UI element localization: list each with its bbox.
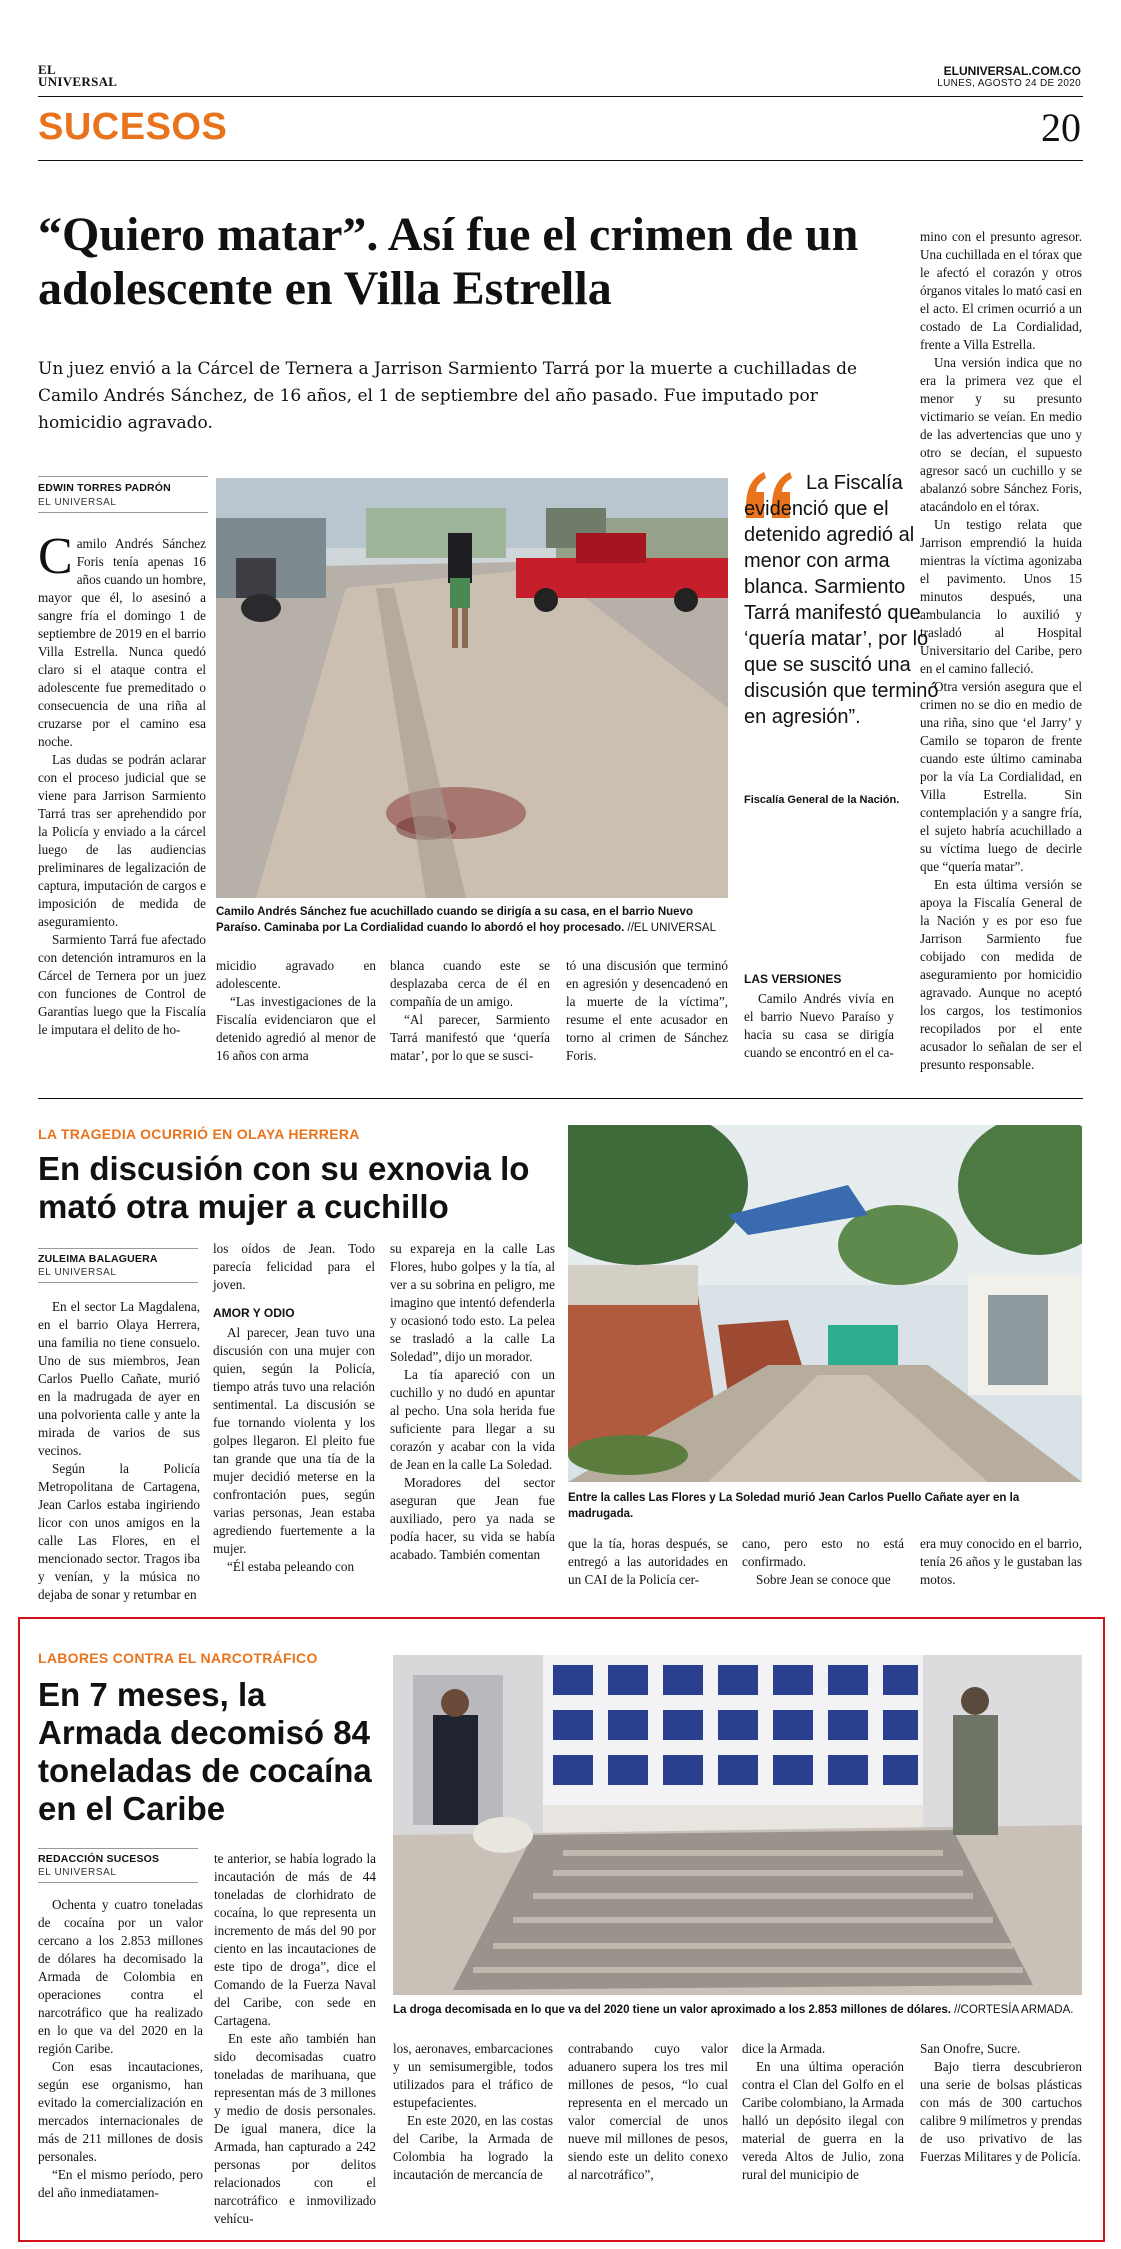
- byline-rule: [38, 1882, 198, 1883]
- story1-col4: [566, 957, 728, 1065]
- story1-col2-p2: “Las investigaciones de la Fiscalía evidenciaron que el detenido agredió al menor de 16 años con arma: [216, 994, 376, 1063]
- story3-col1-p3: “En el mismo período, pero del año inmediatamen-: [38, 2167, 203, 2200]
- story3-col3-p2: En este 2020, en las costas del Caribe, la Armada de Colombia ha logrado la incautación de mercancía de: [393, 2113, 553, 2182]
- story1-versions: [744, 970, 894, 1062]
- story3-byorg: EL UNIVERSAL: [38, 1867, 117, 1878]
- story2-col3: [390, 1240, 555, 1564]
- story2-col4: [568, 1535, 728, 1589]
- story2-col1-p1: En el sector La Magdalena, en el barrio Olaya Herrera, una familia no tiene consuelo. Uno de sus miembros, Jean Carlos Puello Cañate, murió en la madrugada de ayer en una polvorienta calle y ante la mirada de varios de sus vecinos.: [38, 1299, 200, 1458]
- story3-col4: [568, 2040, 728, 2184]
- story3-col6-p1: San Onofre, Sucre.: [920, 2041, 1021, 2056]
- logo-line-1: EL: [38, 62, 56, 77]
- story1-col1: [38, 528, 206, 1039]
- pull-quote-source: Fiscalía General de la Nación.: [744, 794, 900, 806]
- header-divider: [38, 96, 1083, 97]
- section-title: SUCESOS: [38, 106, 228, 148]
- story2-col2-p2: Al parecer, Jean tuvo una discusión con una mujer con quien, según la Policía, tiempo atrás tuvo una relación sentimental. La discusión se fue tornando violenta y los golpes llegaron. El pleito fue tan grande que una tía de la mujer decidió meterse en la confrontación pues, según varias personas, Jean estaba agrediendo fuertemente a la mujer.: [213, 1325, 375, 1556]
- newspaper-logo: [38, 64, 117, 88]
- story2-col1: [38, 1298, 200, 1604]
- story1-right-col: [920, 228, 1082, 1074]
- story1-col2: [216, 957, 376, 1065]
- story3-col2-p1: te anterior, se había logrado la incautación de más de 44 toneladas de clorhidrato de cocaína, lo que representa un incremento de más del 90 por ciento en las incautaciones de este tipo de droga”, dice el Comando de la Fuerza Naval del Caribe, con sede en Cartagena.: [214, 1851, 376, 2028]
- story1-caption: [216, 904, 728, 936]
- story3-headline: En 7 meses, la Armada decomisó 84 toneladas de cocaína en el Caribe: [38, 1676, 372, 1827]
- story2-headline: En discusión con su exnovia lo mató otra mujer a cuchillo: [38, 1150, 530, 1225]
- story3-photo: [393, 1655, 1082, 1995]
- story3-caption: [393, 2002, 1082, 2018]
- story3-col4-p1: contrabando cuyo valor aduanero supera los tres mil millones de pesos, “lo cual representa en el mercado un valor comercial de unos nueve mil millones de pesos, siendo este un delito conexo al narcotráfico”,: [568, 2041, 728, 2182]
- byline-rule: [38, 1848, 198, 1849]
- right-col-p4: Otra versión asegura que el crimen no se dio en medio de una riña, sino que ‘el Jarry’ y Camilo se toparon de frente cuando este último caminaba por la vía La Cordialidad, en Villa Estrella. Sin contemplación y a sangre fría, el sujeto habría acuchillado a su víctima luego de decirle que “quería matar”.: [920, 679, 1082, 874]
- story1-col1-p3: Sarmiento Tarrá fue afectado con detención intramuros en la Cárcel de Ternera por un juez con funciones de Control de Garantías luego que la Fiscalía le imputara el delito de ho-: [38, 932, 206, 1037]
- street-scene-photo: [216, 478, 728, 898]
- story1-headline: “Quiero matar”. Así fue el crimen de un adolescente en Villa Estrella: [38, 208, 859, 315]
- story1-byorg: EL UNIVERSAL: [38, 497, 117, 508]
- byline-rule: [38, 476, 208, 477]
- story1-col3-p1: blanca cuando este se desplazaba cerca de él en compañía de un amigo.: [390, 958, 550, 1009]
- byline-rule: [38, 512, 208, 513]
- site-url[interactable]: ELUNIVERSAL.COM.CO: [943, 64, 1081, 78]
- page-number: 20: [1041, 105, 1081, 150]
- story2-col2: [213, 1240, 375, 1576]
- versions-subhead: LAS VERSIONES: [744, 972, 842, 986]
- story1-col3: [390, 957, 550, 1065]
- byline-rule: [38, 1282, 198, 1283]
- story1-caption-text: Camilo Andrés Sánchez fue acuchillado cuando se dirigía a su casa, en el barrio Nuevo Paraíso. Caminaba por La Cordialidad cuando lo abordó el hoy procesado.: [216, 906, 693, 934]
- right-col-p2: Una versión indica que no era la primera vez que el menor y su presunto victimario se veían. En medio de las advertencias que uno y otro se decían, el supuesto agresor sacó un cuchillo y se abalanzó sobre Sánchez Foris, atacándolo en el tórax.: [920, 355, 1082, 514]
- pull-quote-text: La Fiscalía evidenció que el detenido agredió al menor con arma blanca. Sarmiento Tarrá manifestó que ‘quería matar’, por lo que se suscitó una discusión que terminó en agresión”.: [744, 472, 939, 728]
- story2-col1-p2: Según la Policía Metropolitana de Cartagena, Jean Carlos estaba ingiriendo licor con unos amigos en la calle Las Flores, en el mencionado sector. Tragos iba y venían, y la música no dejaba de sonar y retumbar en: [38, 1461, 200, 1602]
- story3-col5-p2: En una última operación contra el Clan del Golfo en el Caribe colombiano, la Armada halló un depósito ilegal con material de guerra en la vereda Altos de Julio, zona rural del municipio de: [742, 2059, 904, 2182]
- story2-caption: Entre la calles Las Flores y La Soledad murió Jean Carlos Puello Cañate ayer en la madrugada.: [568, 1492, 1020, 1520]
- story3-col1-p2: Con esas incautaciones, según ese organismo, han evitado la comercialización en mercados internacionales de más de 211 millones de dosis personales.: [38, 2059, 203, 2164]
- logo-line-2: UNIVERSAL: [38, 74, 118, 89]
- right-col-p5: En esta última versión se apoya la Fiscalía General de la Nación y es por eso fue Jarrison Sarmiento fue cobijado con medida de aseguramiento por homicidio agravado. Aunque no aceptó los cargos, los testimonios recopilados por el ente acusador lo señalan de ser el presunto responsable.: [920, 877, 1082, 1072]
- versions-text: Camilo Andrés vivía en el barrio Nuevo Paraíso y hacia su casa se dirigía cuando se encontró en el ca-: [744, 991, 894, 1060]
- story1-byline: EDWIN TORRES PADRÓN: [38, 482, 171, 494]
- story3-col6-p2: Bajo tierra descubrieron una serie de bolsas plásticas con más de 300 cartuchos calibre 9 milímetros y prendas de uso privativo de las Fuerzas Militares y de Policía.: [920, 2059, 1082, 2164]
- story2-byline: ZULEIMA BALAGUERA: [38, 1253, 158, 1265]
- cocaine-seizure-photo: [393, 1655, 1082, 1995]
- story3-col5-p1: dice la Armada.: [742, 2041, 826, 2056]
- street-photo: [568, 1125, 1082, 1482]
- story2-col3-p1: su expareja en la calle Las Flores, hubo golpes y la tía, al ver a su sobrina en peligro, me imagino que intentó defenderla y ocasionó todo esto. La pelea se trasladó a la calle La Soledad”, dijo un morador.: [390, 1241, 555, 1364]
- story3-col3-p1: los, aeronaves, embarcaciones y un semisumergible, todos utilizados para el tráfico de estupefacientes.: [393, 2041, 553, 2110]
- story3-byline: REDACCIÓN SUCESOS: [38, 1853, 160, 1865]
- story1-col1-p1: amilo Andrés Sánchez Foris tenía apenas 16 años cuando un hombre, mayor que él, lo asesinó a sangre fría el domingo 1 de septiembre de 2019 en el barrio Villa Estrella. Nunca quedó claro si el ataque contra el adolescente fue premeditado o consecuencia de una riña al cruzarse por el camino esa noche.: [38, 536, 206, 749]
- story3-col6: [920, 2040, 1082, 2166]
- story1-col4-p1: tó una discusión que terminó en agresión y desencadenó en la muerte de la víctima”, resume el ente acusador en torno al crimen de Sánchez Foris.: [566, 958, 728, 1063]
- story2-col6-p1: era muy conocido en el barrio, tenía 26 años y le gustaban las motos.: [920, 1536, 1082, 1587]
- story2-col2-p3: “Él estaba peleando con: [227, 1559, 355, 1574]
- story3-col1: [38, 1896, 203, 2202]
- story1-caption-credit: //EL UNIVERSAL: [627, 922, 716, 934]
- story2-kicker: LA TRAGEDIA OCURRIÓ EN OLAYA HERRERA: [38, 1126, 360, 1142]
- story1-lede: Un juez envió a la Cárcel de Ternera a Jarrison Sarmiento Tarrá por la muerte a cuchilladas de Camilo Andrés Sánchez, de 16 años, el 1 de septiembre del año pasado. Fue imputado por homicidio agravado.: [38, 359, 858, 433]
- story2-col3-p2: La tía apareció con un cuchillo y no dudó en apuntar al pecho. Una sola herida fue suficiente para llegar a su corazón y acabar con la vida de Jean en la calle La Soledad.: [390, 1367, 555, 1472]
- story2-col5-p2: Sobre Jean se conoce que: [756, 1572, 891, 1587]
- story2-col5: [742, 1535, 904, 1589]
- pull-quote: [744, 470, 939, 730]
- story1-photo: [216, 478, 728, 898]
- story2-col3-p3: Moradores del sector aseguran que Jean fue auxiliado, pero ya nada se podía hacer, su vida se había acabado. También comentan: [390, 1475, 555, 1562]
- byline-rule: [38, 1248, 198, 1249]
- drop-cap: C: [38, 528, 73, 585]
- issue-date: LUNES, AGOSTO 24 DE 2020: [937, 78, 1081, 89]
- story3-col5: [742, 2040, 904, 2184]
- story1-col3-p2: “Al parecer, Sarmiento Tarrá manifestó que ‘quería matar’, por lo que se susci-: [390, 1012, 550, 1063]
- story3-col3: [393, 2040, 553, 2184]
- story-divider: [38, 1098, 1083, 1099]
- story3-caption-text: La droga decomisada en lo que va del 2020 tiene un valor aproximado a los 2.853 millones de dólares.: [393, 2004, 951, 2016]
- story1-col1-p2: Las dudas se podrán aclarar con el proceso judicial que se viene para Jarrison Sarmiento Tarrá tras ser aprehendido por la Policía y enviado a la cárcel luego de las audiencias preliminares de legalización de captura, imputación de cargos e imposición de medida de aseguramiento.: [38, 752, 206, 929]
- story2-col5-p1: cano, pero esto no está confirmado.: [742, 1536, 904, 1569]
- story3-kicker: LABORES CONTRA EL NARCOTRÁFICO: [38, 1650, 318, 1666]
- right-col-p3: Un testigo relata que Jarrison emprendió la huida mientras la víctima agonizaba el pavimento. Unos 15 minutos después, una ambulancia lo auxilió y trasladó al Hospital Universitario del Caribe, pero en el camino falleció.: [920, 517, 1082, 676]
- story1-col2-p1: micidio agravado en adolescente.: [216, 958, 376, 991]
- section-divider: [38, 160, 1083, 161]
- story2-col2-p1: los oídos de Jean. Todo parecía felicidad para el joven.: [213, 1241, 375, 1292]
- story2-byorg: EL UNIVERSAL: [38, 1267, 117, 1278]
- story2-col6: [920, 1535, 1082, 1589]
- story2-col4-p1: que la tía, horas después, se entregó a las autoridades en un CAI de la Policía cer-: [568, 1536, 728, 1587]
- right-col-p1: mino con el presunto agresor. Una cuchillada en el tórax que le afectó el corazón y otros órganos vitales lo mató casi en el acto. El crimen ocurrió a un costado de La Cordialidad, frente a Villa Estrella.: [920, 229, 1082, 352]
- story3-caption-credit: //CORTESÍA ARMADA.: [954, 2004, 1074, 2016]
- story3-col2: [214, 1850, 376, 2228]
- story3-col2-p2: En este año también han sido decomisadas cuatro toneladas de marihuana, que representan más de 3 millones y medio de dosis personales. De igual manera, dice la Armada, han capturado a 242 personas por delitos relacionados con el narcotráfico e inmovilizado vehícu-: [214, 2031, 376, 2226]
- story2-subhead: AMOR Y ODIO: [213, 1306, 295, 1320]
- story2-photo: [568, 1125, 1082, 1482]
- story3-col1-p1: Ochenta y cuatro toneladas de cocaína por un valor cercano a los 2.853 millones de dólares ha decomisado la Armada de Colombia en operaciones contra el narcotráfico que ha realizado en lo que va del 2020 en la región Caribe.: [38, 1897, 203, 2056]
